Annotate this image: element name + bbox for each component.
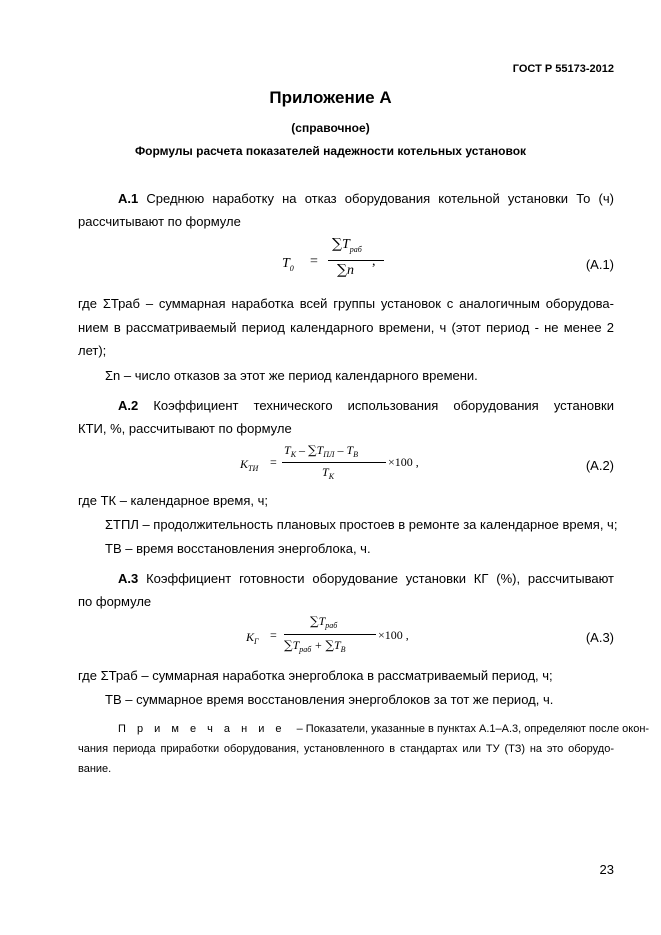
a2-where-line2: ΣТПЛ – продолжительность плановых простоев в ремонте за календарное время, ч; xyxy=(105,517,618,532)
page-number: 23 xyxy=(599,862,614,877)
a3-number: А.3 xyxy=(118,571,139,586)
a2-text-line2: КТИ, %, рассчитывают по формуле xyxy=(78,421,292,436)
equation-number-a2: (А.2) xyxy=(585,458,614,473)
note-line3: вание. xyxy=(78,763,112,775)
a3-text-line1: Коэффициент готовности оборудование установки КГ (%), рассчитывают xyxy=(146,571,614,586)
a2-number: А.2 xyxy=(118,398,139,413)
a1-paragraph-line1 xyxy=(78,191,614,207)
note-line2: чания периода приработки оборудования, установленного в стандартах или ТУ (ТЗ) на это оборудо- xyxy=(78,743,614,755)
a2-paragraph-line1 xyxy=(78,398,614,414)
a1-number: А.1 xyxy=(118,191,139,206)
a2-where-line1: где ТК – календарное время, ч; xyxy=(78,493,268,508)
formula-a1: $T_0$ = $\sum T_{раб}$ ∑n , xyxy=(282,238,392,288)
a1-where-line2: нием в рассматриваемый период календарного времени, ч (этот период - не менее 2 xyxy=(78,320,614,335)
a3-paragraph-line1 xyxy=(78,571,614,587)
formula-a3: $K_Г$ = $\sum T_{раб}$ $\sum T_{раб} + \sum T_В$ ×100 , xyxy=(246,614,409,654)
a2-where-line3: ТВ – время восстановления энергоблока, ч. xyxy=(105,541,371,556)
equation-number-a1: (А.1) xyxy=(585,257,614,272)
a1-text-line2: рассчитывают по формуле xyxy=(78,214,241,229)
document-code: ГОСТ Р 55173-2012 xyxy=(512,63,614,75)
note-line1 xyxy=(118,722,650,736)
a1-where-line4: Σn – число отказов за этот же период календарного времени. xyxy=(105,368,478,383)
a3-where-line2: ТВ – суммарное время восстановления энергоблоков за тот же период, ч. xyxy=(105,692,554,707)
a3-text-line2: по формуле xyxy=(78,594,152,609)
appendix-subtitle: (справочное) xyxy=(291,121,370,135)
appendix-title: Приложение А xyxy=(269,88,392,107)
a3-where-line1: где ΣТраб – суммарная наработка энергоблока в рассматриваемый период, ч; xyxy=(78,668,553,683)
note-text-line1: – Показатели, указанные в пунктах А.1–А.3, определяют после окон- xyxy=(296,723,650,735)
note-label: П р и м е ч а н и е xyxy=(118,723,286,735)
a2-text-line1: Коэффициент технического использования оборудования установки xyxy=(153,398,614,413)
section-heading: Формулы расчета показателей надежности котельных установок xyxy=(134,144,527,158)
a1-text-line1: Среднюю наработку на отказ оборудования котельной установки То (ч) xyxy=(146,191,614,206)
formula-a2: $K_{ТИ}$ = $T_К - \sum T_{ПЛ} - T_В$ $T_К$ ×100 , xyxy=(240,443,419,481)
a1-where-line3: лет); xyxy=(78,343,107,358)
a1-where-line1: где ΣТраб – суммарная наработка всей группы установок с аналогичным оборудова- xyxy=(78,296,614,311)
equation-number-a3: (А.3) xyxy=(585,630,614,645)
